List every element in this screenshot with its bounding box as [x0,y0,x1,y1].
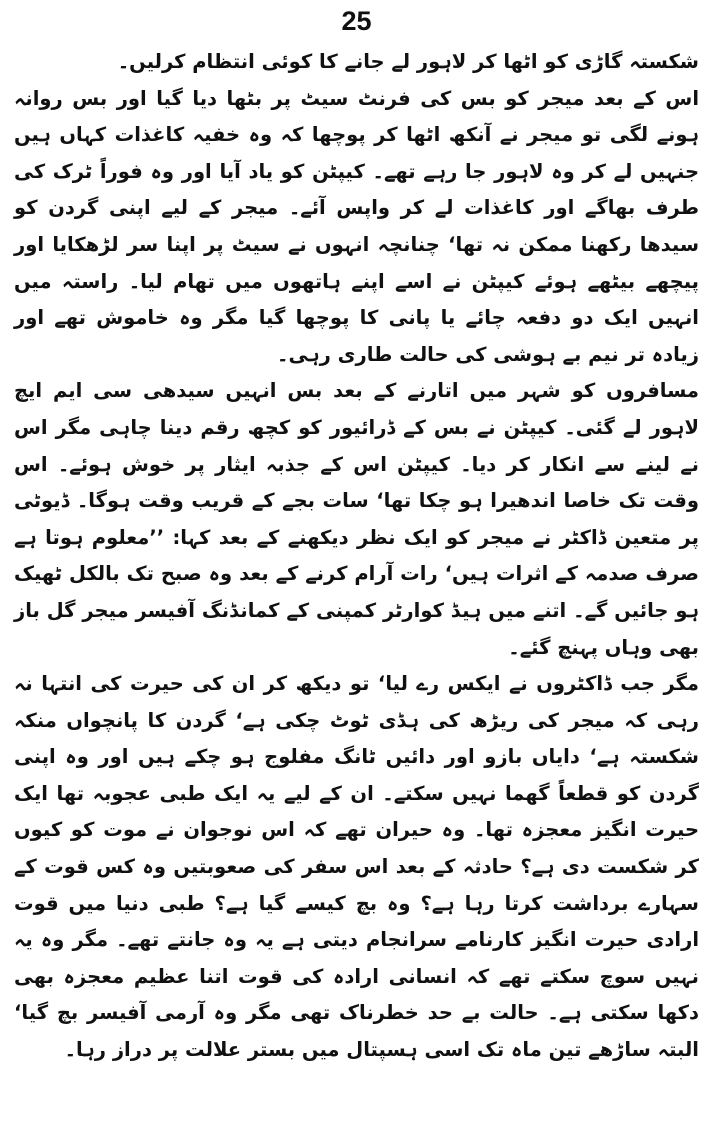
page-number: 25 [341,6,372,36]
page-body [14,44,699,1069]
paragraph-2: اس کے بعد میجر کو بس کی فرنٹ سیٹ پر بٹھا دیا گیا اور بس روانہ ہونے لگی تو میجر نے آنکھ اٹھا کر پوچھا کہ وہ خفیہ کاغذات کہاں ہیں جنہیں لے کر وہ لاہور جا رہے تھے۔ کیپٹن کو یاد آیا اور وہ فوراً ٹرک کی طرف بھاگے اور کاغذات لے کر واپس آئے۔ میجر کے لیے اپنی گردن کو سیدھا رکھنا ممکن نہ تھا‘ چنانچہ انہوں نے سیٹ پر اپنا سر لڑھکایا اور پیچھے بیٹھے ہوئے کیپٹن نے اسے اپنے ہاتھوں میں تھام لیا۔ راستہ میں انہیں ایک دو دفعہ چائے یا پانی کا پوچھا گیا مگر وہ خاموش تھے اور زیادہ تر نیم بے ہوشی کی حالت طاری رہی۔ [14,86,699,366]
paragraph-3: مسافروں کو شہر میں اتارنے کے بعد بس انہیں سیدھی سی ایم ایچ لاہور لے گئی۔ کیپٹن نے بس کے ڈرائیور کو کچھ رقم دینا چاہی مگر اس نے لینے سے انکار کر دیا۔ کیپٹن اس کے جذبہ ایثار پر خوش ہوئے۔ اس وقت تک خاصا اندھیرا ہو چکا تھا‘ سات بجے کے قریب وقت ہوگا۔ ڈیوٹی پر متعین ڈاکٹر نے میجر کو ایک نظر دیکھنے کے بعد کہا: ’’معلوم ہوتا ہے صرف صدمہ کے اثرات ہیں‘ رات آرام کرنے کے بعد وہ صبح تک بالکل ٹھیک ہو جائیں گے۔ اتنے میں ہیڈ کوارٹر کمپنی کے کمانڈنگ آفیسر میجر گل باز بھی وہاں پہنچ گئے۔ [14,379,699,659]
paragraph-1: شکستہ گاڑی کو اٹھا کر لاہور لے جانے کا کوئی انتظام کرلیں۔ [117,50,699,73]
paragraph-4: مگر جب ڈاکٹروں نے ایکس رے لیا‘ تو دیکھ کر ان کی حیرت کی انتہا نہ رہی کہ میجر کی ریڑھ کی ہڈی ٹوٹ چکی ہے‘ گردن کا پانچواں منکہ شکستہ ہے‘ دایاں بازو اور دائیں ٹانگ مفلوج ہو چکے ہیں اور وہ اپنی گردن کو قطعاً گھما نہیں سکتے۔ ان کے لیے یہ ایک طبی عجوبہ تھا ایک حیرت انگیز معجزہ تھا۔ وہ حیران تھے کہ اس نوجوان نے موت کو کیوں کر شکست دی ہے؟ حادثہ کے بعد اس سفر کی صعوبتیں وہ کس قوت کے سہارے برداشت کرتا رہا ہے؟ وہ بچ کیسے گیا ہے؟ طبی دنیا میں قوت ارادی حیرت انگیز کارنامے سرانجام دیتی ہے یہ وہ جانتے تھے۔ مگر وہ یہ نہیں سوچ سکتے تھے کہ انسانی ارادہ کی قوت اتنا عظیم معجزہ بھی دکھا سکتی ہے۔ حالت بے حد خطرناک تھی مگر وہ آرمی آفیسر بچ گیا‘ البتہ ساڑھے تین ماہ تک اسی ہسپتال میں بستر علالت پر دراز رہا۔ [14,672,699,1062]
